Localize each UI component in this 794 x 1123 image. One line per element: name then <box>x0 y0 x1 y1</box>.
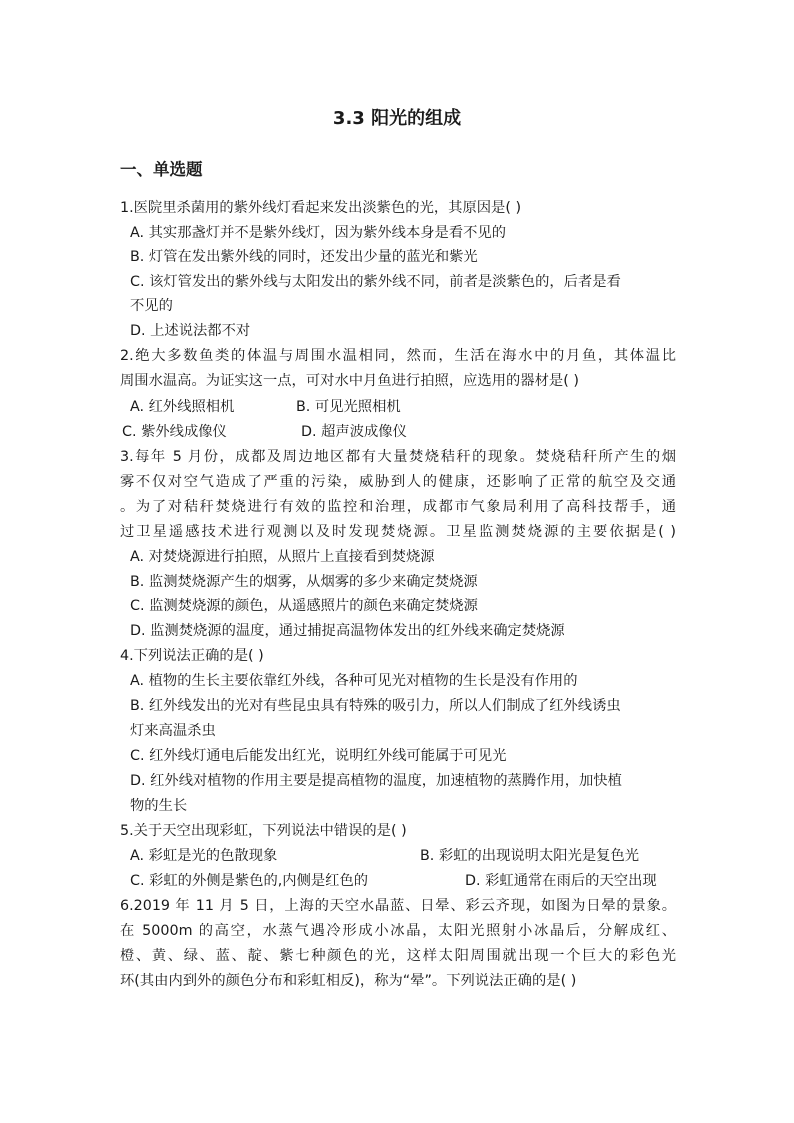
page-title: 3.3 阳光的组成 <box>332 108 462 129</box>
q1-stem: 1.医院里杀菌用的紫外线灯看起来发出淡紫色的光，其原因是( ) <box>120 200 522 216</box>
q5-stem: 5.关于天空出现彩虹，下列说法中错误的是( ) <box>120 823 407 839</box>
q2-option-d[interactable]: D. 超声波成像仪 <box>301 424 407 440</box>
q1-option-d[interactable]: D. 上述说法都不对 <box>130 323 251 339</box>
q1-option-b[interactable]: B. 灯管在发出紫外线的同时，还发出少量的蓝光和紫光 <box>130 249 478 265</box>
q4-option-d[interactable]: D. 红外线对植物的作用主要是提高植物的温度，加速植物的蒸腾作用，加快植 <box>130 773 622 789</box>
q4-option-b-cont: 灯来高温杀虫 <box>130 723 216 739</box>
q5-option-b[interactable]: B. 彩虹的出现说明太阳光是复色光 <box>420 848 640 864</box>
q5-option-a[interactable]: A. 彩虹是光的色散现象 <box>130 848 278 864</box>
q6-stem-cont-1: 在 5000m 的高空，水蒸气遇冷形成小冰晶，太阳光照射小冰晶后，分解成红、 <box>120 923 676 939</box>
q4-option-b[interactable]: B. 红外线发出的光对有些昆虫具有特殊的吸引力，所以人们制成了红外线诱虫 <box>130 698 621 714</box>
q3-option-b[interactable]: B. 监测焚烧源产生的烟雾，从烟雾的多少来确定焚烧源 <box>130 574 478 590</box>
q3-stem-cont-1: 雾不仅对空气造成了严重的污染，威胁到人的健康，还影响了正常的航空及交通 <box>120 474 676 490</box>
q5-option-d[interactable]: D. 彩虹通常在雨后的天空出现 <box>465 873 657 889</box>
q4-option-c[interactable]: C. 红外线灯通电后能发出红光，说明红外线可能属于可见光 <box>130 748 507 764</box>
q1-option-c[interactable]: C. 该灯管发出的紫外线与太阳发出的紫外线不同，前者是淡紫色的，后者是看 <box>130 274 621 290</box>
q1-option-c-cont: 不见的 <box>130 298 173 314</box>
q2-stem: 2.绝大多数鱼类的体温与周围水温相同，然而，生活在海水中的月鱼，其体温比 <box>120 348 676 364</box>
q2-option-a[interactable]: A. 红外线照相机 <box>130 399 235 415</box>
q6-stem-cont-3: 环(其由内到外的颜色分布和彩虹相反)，称为“晕”。下列说法正确的是( ) <box>120 973 577 989</box>
q4-option-a[interactable]: A. 植物的生长主要依靠红外线，各种可见光对植物的生长是没有作用的 <box>130 673 578 689</box>
q3-stem-cont-2: 。为了对秸秆焚烧进行有效的监控和治理，成都市气象局利用了高科技帮手，通 <box>120 499 676 515</box>
q2-option-b[interactable]: B. 可见光照相机 <box>296 399 401 415</box>
q2-stem-cont: 周围水温高。为证实这一点，可对水中月鱼进行拍照，应选用的器材是( ) <box>120 373 579 389</box>
q3-option-d[interactable]: D. 监测焚烧源的温度，通过捕捉高温物体发出的红外线来确定焚烧源 <box>130 623 565 639</box>
section-heading: 一、单选题 <box>120 160 203 179</box>
q6-stem-cont-2: 橙、黄、绿、蓝、靛、紫七种颜色的光，这样太阳周围就出现一个巨大的彩色光 <box>120 948 676 964</box>
q1-option-a[interactable]: A. 其实那盏灯并不是紫外线灯，因为紫外线本身是看不见的 <box>130 225 507 241</box>
q3-stem: 3.每年 5 月份，成都及周边地区都有大量焚烧秸秆的现象。焚烧秸秆所产生的烟 <box>120 449 676 465</box>
q4-option-d-cont: 物的生长 <box>130 798 188 814</box>
q5-option-c[interactable]: C. 彩虹的外侧是紫色的,内侧是红色的 <box>130 873 369 889</box>
q3-stem-cont-3: 过卫星遥感技术进行观测以及时发现焚烧源。卫星监测焚烧源的主要依据是( ) <box>120 524 676 540</box>
q3-option-a[interactable]: A. 对焚烧源进行拍照，从照片上直接看到焚烧源 <box>130 549 435 565</box>
q4-stem: 4.下列说法正确的是( ) <box>120 648 264 664</box>
q6-stem: 6.2019 年 11 月 5 日，上海的天空水晶蓝、日晕、彩云齐现，如图为日晕的景象。 <box>120 898 676 914</box>
q2-option-c[interactable]: C. 紫外线成像仪 <box>122 424 227 440</box>
q3-option-c[interactable]: C. 监测焚烧源的颜色，从遥感照片的颜色来确定焚烧源 <box>130 598 478 614</box>
